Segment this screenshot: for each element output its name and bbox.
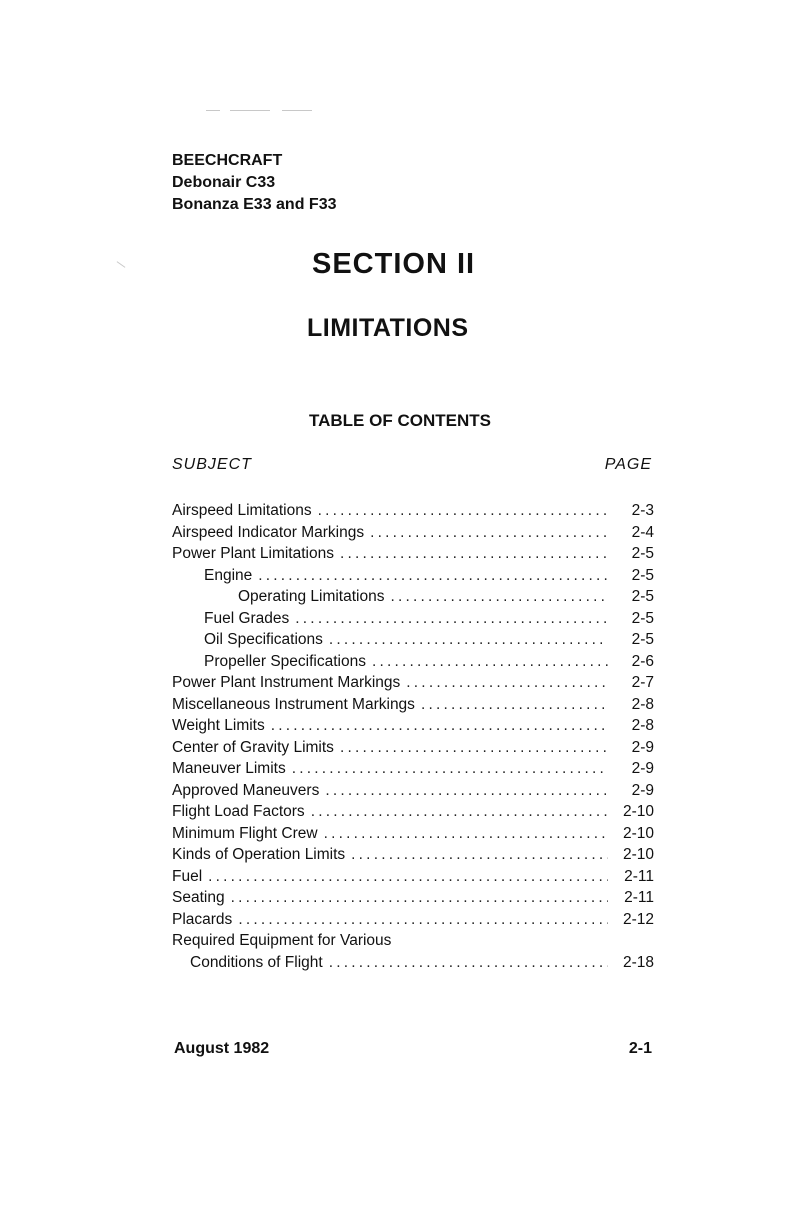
toc-entry-page: 2-10 bbox=[622, 846, 654, 863]
toc-entry-label: Oil Specifications bbox=[204, 631, 323, 648]
toc-entry[interactable] bbox=[172, 823, 654, 845]
toc-entry[interactable] bbox=[172, 522, 654, 544]
dot-leader bbox=[329, 952, 608, 974]
toc-entry[interactable] bbox=[172, 909, 654, 931]
dot-leader bbox=[329, 629, 608, 651]
toc-entry-page: 2-7 bbox=[631, 674, 654, 691]
dot-leader bbox=[295, 608, 608, 630]
toc-entry[interactable] bbox=[172, 780, 654, 802]
toc-entry-label: Placards bbox=[172, 910, 233, 928]
toc-entry[interactable] bbox=[172, 715, 654, 737]
dot-leader bbox=[351, 844, 608, 866]
footer-date: August 1982 bbox=[174, 1040, 270, 1057]
toc-entry-page: 2-8 bbox=[631, 717, 654, 734]
scan-artifact bbox=[206, 110, 220, 111]
toc-entry[interactable] bbox=[172, 758, 654, 780]
dot-leader bbox=[421, 694, 608, 716]
toc-entry[interactable] bbox=[172, 651, 654, 673]
toc-entry-page: 2-10 bbox=[622, 803, 654, 820]
toc-entry[interactable] bbox=[172, 694, 654, 716]
toc-entry-label: Center of Gravity Limits bbox=[172, 738, 334, 756]
dot-leader bbox=[208, 866, 608, 888]
dot-leader bbox=[311, 801, 608, 823]
toc-entry-page: 2-11 bbox=[624, 867, 654, 885]
dot-leader bbox=[318, 500, 608, 522]
toc-entry-page: 2-11 bbox=[624, 889, 654, 906]
toc-entry-label: Seating bbox=[172, 889, 225, 906]
manufacturer-name: BEECHCRAFT bbox=[172, 152, 283, 169]
toc-entry-page: 2-9 bbox=[631, 760, 654, 777]
dot-leader bbox=[340, 737, 608, 759]
toc-entry-label: Required Equipment for Various bbox=[172, 932, 392, 949]
toc-entry[interactable] bbox=[172, 801, 654, 823]
toc-entry-page: 2-4 bbox=[631, 523, 654, 541]
dot-leader bbox=[324, 823, 608, 845]
toc-entry[interactable] bbox=[172, 844, 654, 866]
toc-entry-page: 2-5 bbox=[631, 609, 654, 627]
toc-entry-label: Kinds of Operation Limits bbox=[172, 846, 346, 863]
toc-entry-label: Power Plant Instrument Markings bbox=[172, 674, 401, 691]
dot-leader bbox=[406, 672, 608, 694]
dot-leader bbox=[372, 651, 608, 673]
toc-entry-page: 2-5 bbox=[631, 588, 654, 605]
toc-entry-page: 2-6 bbox=[631, 652, 654, 670]
dot-leader bbox=[271, 715, 608, 737]
toc-entry-label: Propeller Specifications bbox=[204, 652, 366, 670]
toc-entry[interactable] bbox=[172, 543, 654, 565]
toc-column-page: PAGE bbox=[604, 456, 652, 473]
toc-entry-label: Maneuver Limits bbox=[172, 760, 286, 777]
toc-entry-page: 2-12 bbox=[622, 910, 654, 928]
section-number: SECTION II bbox=[312, 248, 476, 280]
toc-heading: TABLE OF CONTENTS bbox=[309, 411, 491, 430]
scan-artifact bbox=[282, 110, 312, 111]
toc-entry-page: 2-5 bbox=[631, 566, 654, 584]
toc-entry-label: Power Plant Limitations bbox=[172, 545, 334, 562]
toc-entry-label: Engine bbox=[204, 566, 253, 584]
toc-entry-label: Approved Maneuvers bbox=[172, 781, 320, 799]
toc-entry[interactable] bbox=[172, 887, 654, 909]
toc-entry-page: 2-5 bbox=[631, 545, 654, 562]
dot-leader bbox=[325, 780, 608, 802]
toc-entry[interactable] bbox=[172, 500, 654, 522]
toc-entry-page: 2-9 bbox=[631, 781, 654, 799]
dot-leader bbox=[258, 565, 608, 587]
toc-list bbox=[172, 500, 654, 973]
scan-artifact bbox=[117, 261, 126, 268]
toc-entry-page: 2-5 bbox=[631, 631, 654, 648]
aircraft-model: Debonair C33 bbox=[172, 174, 276, 191]
dot-leader bbox=[390, 586, 608, 608]
dot-leader bbox=[370, 522, 608, 544]
toc-entry-page: 2-10 bbox=[622, 824, 654, 842]
aircraft-model: Bonanza E33 and F33 bbox=[172, 196, 337, 213]
dot-leader bbox=[340, 543, 608, 565]
toc-entry-label: Miscellaneous Instrument Markings bbox=[172, 695, 415, 713]
toc-entry-label: Flight Load Factors bbox=[172, 803, 305, 820]
dot-leader bbox=[238, 909, 608, 931]
document-header bbox=[172, 150, 337, 216]
toc-entry-page: 2-9 bbox=[631, 738, 654, 756]
toc-entry[interactable] bbox=[172, 737, 654, 759]
toc-entry-label: Minimum Flight Crew bbox=[172, 824, 318, 842]
toc-entry-page: 2-8 bbox=[631, 695, 654, 713]
toc-entry-label: Airspeed Limitations bbox=[172, 502, 312, 519]
scan-artifact bbox=[230, 110, 270, 111]
section-title: LIMITATIONS bbox=[307, 314, 469, 342]
toc-entry-label: Airspeed Indicator Markings bbox=[172, 523, 365, 541]
toc-entry[interactable] bbox=[172, 608, 654, 630]
toc-entry-label: Weight Limits bbox=[172, 717, 265, 734]
toc-entry[interactable] bbox=[172, 952, 654, 974]
toc-entry-label: Fuel Grades bbox=[204, 609, 290, 627]
toc-entry-page: 2-18 bbox=[622, 953, 654, 971]
toc-entry-page: 2-3 bbox=[631, 502, 654, 519]
toc-entry[interactable] bbox=[172, 866, 654, 888]
dot-leader bbox=[231, 887, 608, 909]
toc-entry[interactable] bbox=[172, 629, 654, 651]
toc-entry[interactable] bbox=[172, 565, 654, 587]
toc-column-subject: SUBJECT bbox=[172, 456, 252, 473]
toc-entry-label: Operating Limitations bbox=[238, 588, 385, 605]
toc-entry-label: Conditions of Flight bbox=[190, 953, 323, 971]
toc-entry[interactable] bbox=[172, 672, 654, 694]
toc-entry-label: Fuel bbox=[172, 867, 203, 885]
footer-page-number: 2-1 bbox=[628, 1040, 652, 1057]
dot-leader bbox=[292, 758, 608, 780]
toc-entry[interactable] bbox=[172, 930, 654, 952]
toc-entry[interactable] bbox=[172, 586, 654, 608]
